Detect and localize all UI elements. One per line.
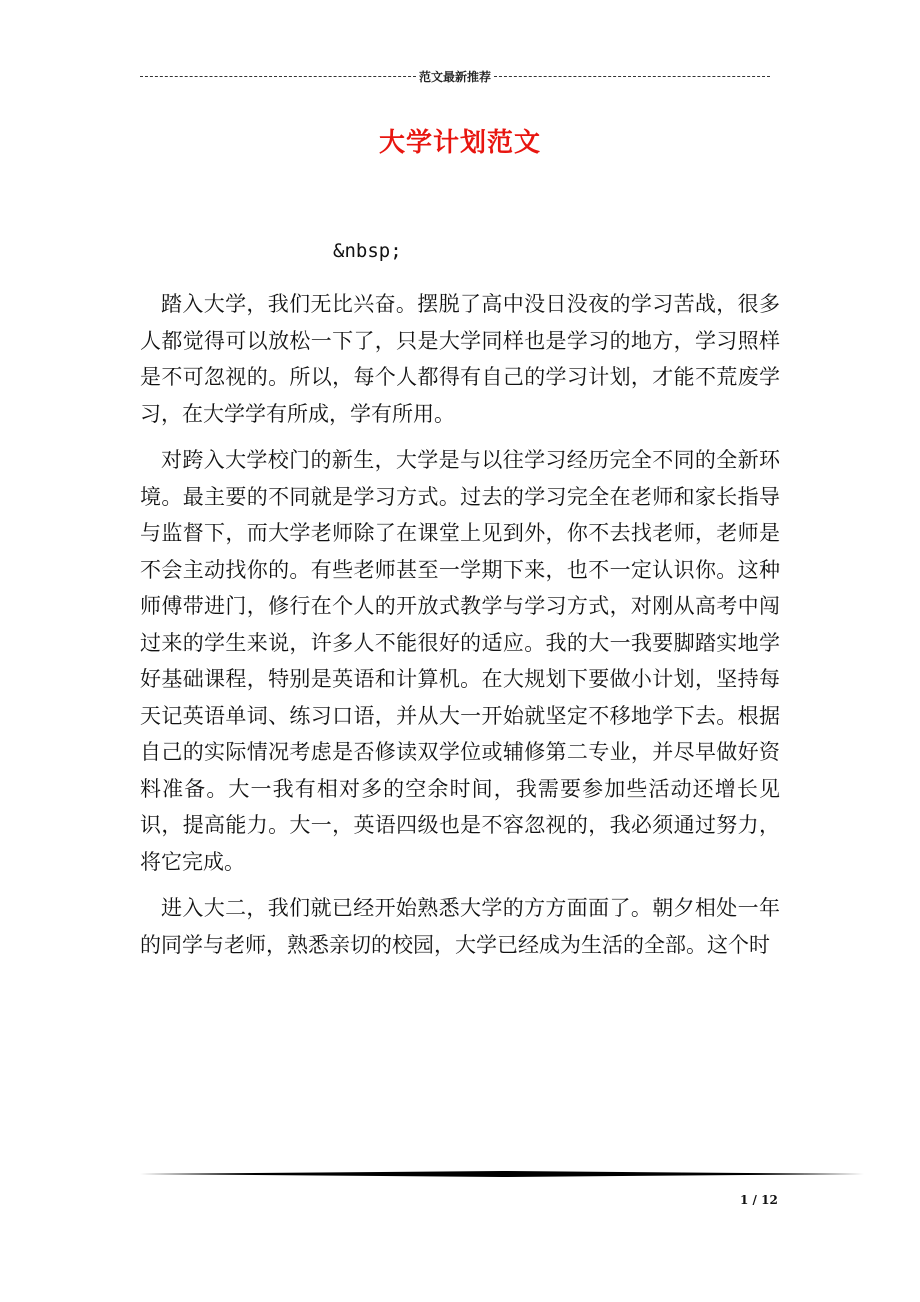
header-dash-right	[494, 76, 770, 77]
paragraph-2: 对跨入大学校门的新生，大学是与以往学习经历完全不同的全新环境。最主要的不同就是学习方式。过去的学习完全在老师和家长指导与监督下，而大学老师除了在课堂上见到外，你不去找老师，老师是不会主动找你的。有些老师甚至一学期下来，也不一定认识你。这种师傅带进门，修行在个人的开放式教学与学习方式，对刚从高考中闯过来的学生来说，许多人不能很好的适应。我的大一我要脚踏实地学好基础课程，特别是英语和计算机。在大规划下要做小计划，坚持每天记英语单词、练习口语，并从大一开始就坚定不移地学下去。根据自己的实际情况考虑是否修读双学位或辅修第二专业，并尽早做好资料准备。大一我有相对多的空余时间，我需要参加些活动还增长见识，提高能力。大一，英语四级也是不容忽视的，我必须通过努力，将它完成。	[140, 448, 780, 874]
paragraph-1: 踏入大学，我们无比兴奋。摆脱了高中没日没夜的学习苦战，很多人都觉得可以放松一下了，只是大学同样也是学习的地方，学习照样是不可忽视的。所以，每个人都得有自己的学习计划，才能不荒废学习，在大学学有所成，学有所用。	[140, 292, 780, 426]
header-label: 范文最新推荐	[419, 70, 492, 84]
document-body	[140, 286, 780, 973]
page-header	[140, 68, 770, 85]
footer-divider	[140, 1171, 864, 1177]
nbsp-text: &nbsp;	[333, 240, 402, 262]
page-number: 1 / 12	[740, 1193, 778, 1207]
document-title: 大学计划范文	[378, 128, 541, 158]
paragraph-3: 进入大二，我们就已经开始熟悉大学的方方面面了。朝夕相处一年的同学与老师，熟悉亲切的校园，大学已经成为生活的全部。这个时	[140, 896, 780, 957]
header-dash-left	[140, 76, 416, 77]
